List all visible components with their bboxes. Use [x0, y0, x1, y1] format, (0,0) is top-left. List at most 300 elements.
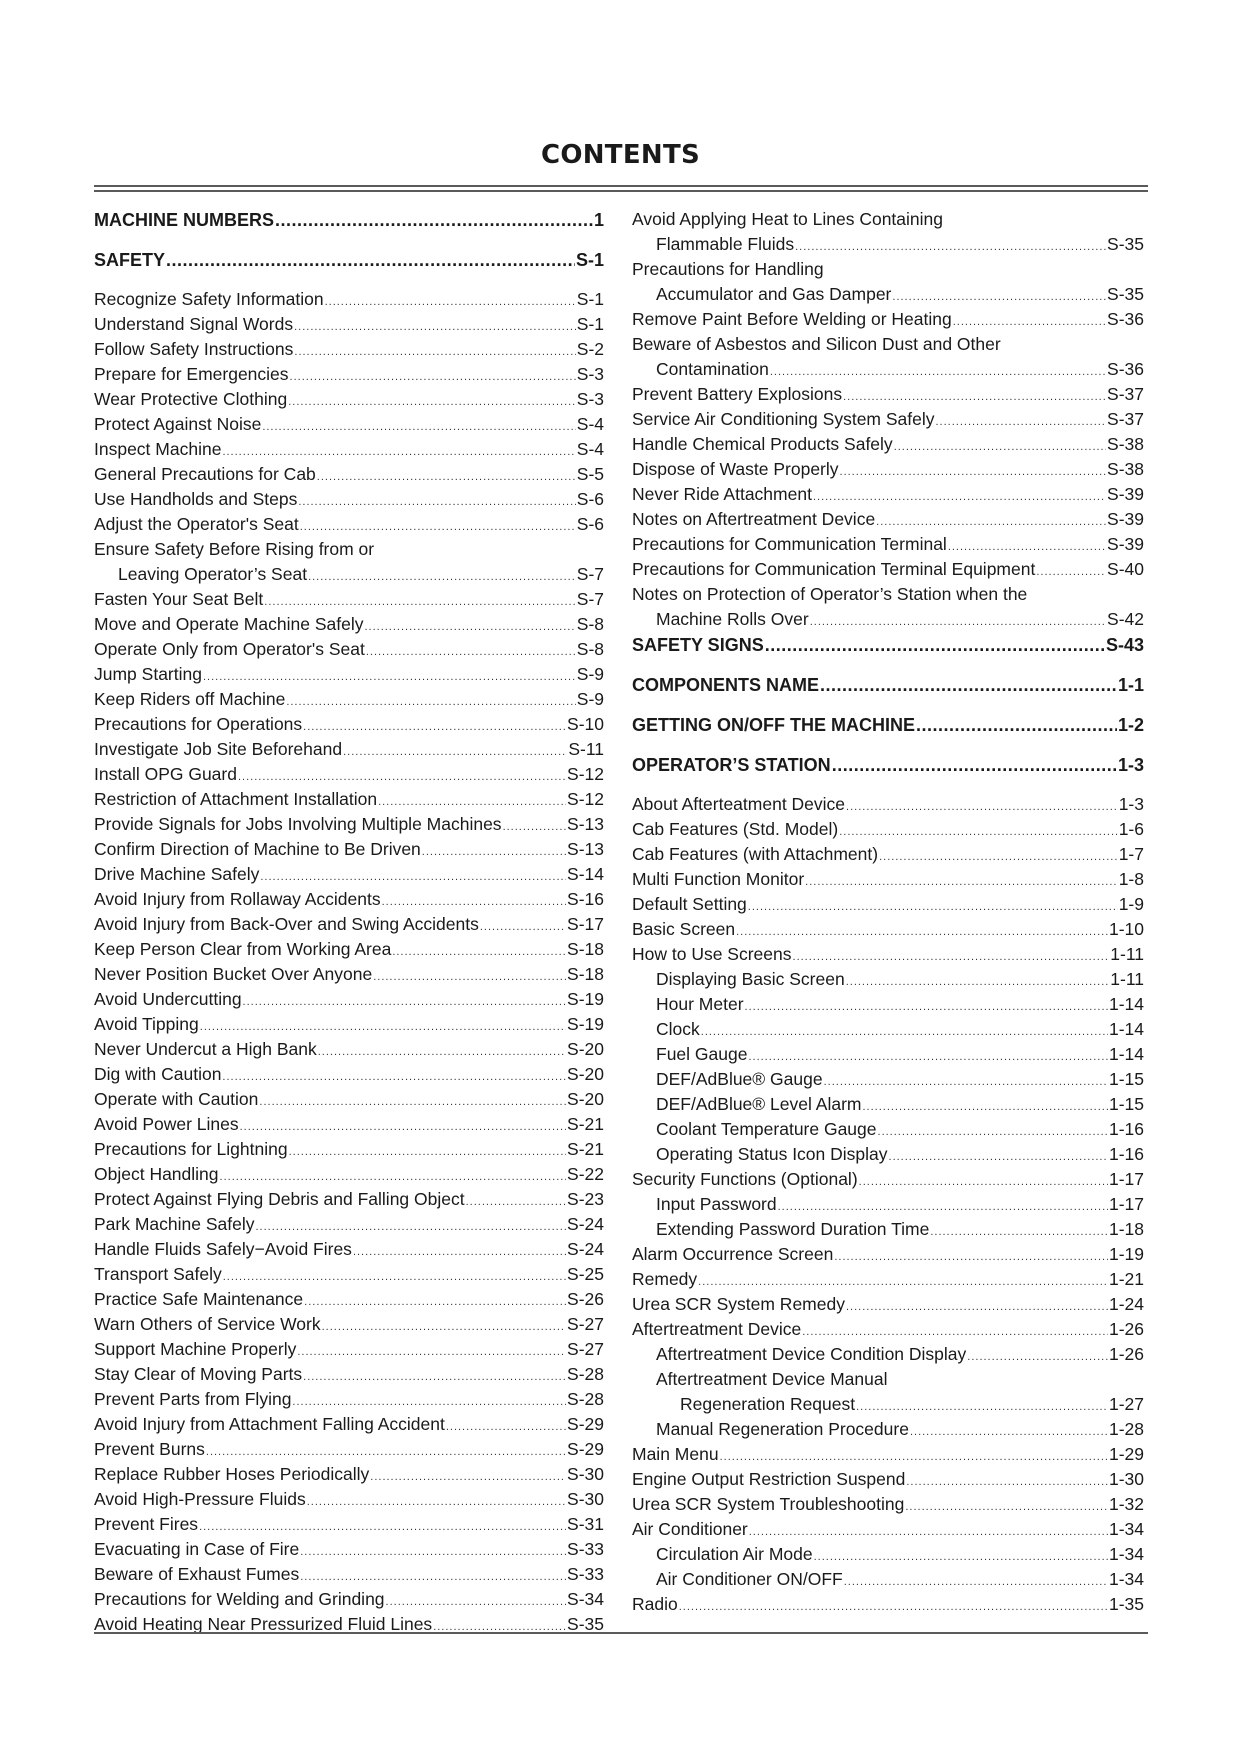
dot-leader: [879, 845, 1118, 867]
toc-entry-title: Notes on Aftertreatment Device: [632, 509, 876, 529]
toc-entry-title: Precautions for Lightning: [94, 1139, 288, 1159]
toc-entry[interactable]: [94, 1487, 604, 1512]
toc-page-number: S-23: [567, 1189, 604, 1209]
toc-page-number: 1-28: [1108, 1419, 1144, 1439]
toc-section-heading[interactable]: [632, 672, 1144, 712]
toc-page-number: S-16: [567, 889, 604, 909]
toc-entry[interactable]: [632, 967, 1144, 992]
toc-entry[interactable]: [94, 1512, 604, 1537]
dot-leader: [307, 1490, 566, 1512]
toc-entry[interactable]: [632, 917, 1144, 942]
toc-entry[interactable]: [632, 942, 1144, 967]
dot-leader: [466, 1190, 566, 1212]
toc-entry-title: Prevent Battery Explosions: [632, 384, 843, 404]
toc-entry-title: Hour Meter: [656, 994, 744, 1014]
toc-entry-title: Beware of Asbestos and Silicon Dust and Other: [632, 334, 1001, 354]
toc-entry[interactable]: [94, 1162, 604, 1187]
toc-page-number: 1-1: [1117, 675, 1144, 695]
toc-page-number: S-12: [567, 789, 604, 809]
toc-entry-title: Avoid Heating Near Pressurized Fluid Lines: [94, 1614, 433, 1634]
toc-entry[interactable]: [94, 1412, 604, 1437]
toc-page-number: 1-29: [1108, 1444, 1144, 1464]
toc-entry-title: Avoid Injury from Attachment Falling Accident: [94, 1414, 445, 1434]
toc-entry[interactable]: [632, 1192, 1144, 1217]
dot-leader: [805, 870, 1118, 892]
toc-page-number: S-39: [1107, 509, 1144, 529]
toc-page-number: S-4: [576, 439, 604, 459]
toc-entry-title: Handle Chemical Products Safely: [632, 434, 893, 454]
toc-page-number: S-35: [567, 1614, 604, 1634]
toc-page-number: S-9: [576, 664, 604, 684]
dot-leader: [834, 1245, 1108, 1267]
toc-entry[interactable]: [94, 1212, 604, 1237]
toc-entry[interactable]: [94, 912, 604, 937]
toc-entry-title: Regeneration Request: [680, 1394, 856, 1414]
toc-page-number: S-21: [567, 1114, 604, 1134]
toc-entry-title: Displaying Basic Screen: [656, 969, 845, 989]
toc-entry[interactable]: [632, 357, 1144, 382]
dot-leader: [256, 1215, 567, 1237]
dot-leader: [916, 713, 1117, 738]
dot-leader: [894, 435, 1106, 457]
dot-leader: [736, 920, 1108, 942]
toc-entry[interactable]: [632, 232, 1144, 257]
toc-entry-title: DEF/AdBlue® Gauge: [656, 1069, 823, 1089]
toc-page-number: 1-14: [1108, 1044, 1144, 1064]
toc-entry[interactable]: [632, 607, 1144, 632]
toc-entry[interactable]: [94, 887, 604, 912]
dot-leader: [294, 340, 575, 362]
toc-page-number: S-39: [1107, 534, 1144, 554]
toc-page-number: 1-30: [1108, 1469, 1144, 1489]
dot-leader: [366, 640, 576, 662]
toc-page-number: 1-34: [1108, 1544, 1144, 1564]
toc-entry-title: Fuel Gauge: [656, 1044, 748, 1064]
toc-entry-title: Flammable Fluids: [656, 234, 795, 254]
dot-leader: [844, 1570, 1108, 1592]
toc-entry-title: SAFETY: [94, 250, 166, 270]
toc-entry-title: Multi Function Monitor: [632, 869, 805, 889]
dot-leader: [820, 673, 1117, 698]
toc-entry-title: Transport Safely: [94, 1264, 222, 1284]
toc-entry[interactable]: [94, 412, 604, 437]
toc-entry[interactable]: [632, 817, 1144, 842]
toc-entry-title: Object Handling: [94, 1164, 219, 1184]
toc-page-number: S-6: [576, 489, 604, 509]
toc-entry[interactable]: [94, 1362, 604, 1387]
dot-leader: [967, 1345, 1108, 1367]
dot-leader: [948, 535, 1106, 557]
toc-page-number: S-28: [567, 1389, 604, 1409]
toc-entry-title: Radio: [632, 1594, 678, 1614]
toc-page-number: S-5: [576, 464, 604, 484]
dot-leader: [292, 1390, 566, 1412]
toc-entry[interactable]: [94, 687, 604, 712]
dot-leader: [446, 1415, 566, 1437]
dot-leader: [262, 415, 575, 437]
toc-entry[interactable]: [94, 612, 604, 637]
dot-leader: [793, 945, 1110, 967]
toc-page-number: 1-15: [1108, 1069, 1144, 1089]
dot-leader: [839, 820, 1118, 842]
dot-leader: [378, 790, 566, 812]
toc-entry-title: OPERATOR’S STATION: [632, 755, 831, 775]
toc-entry-title: Precautions for Communication Terminal: [632, 534, 947, 554]
dot-leader: [720, 1445, 1108, 1467]
dot-leader: [795, 235, 1106, 257]
toc-entry-title: How to Use Screens: [632, 944, 792, 964]
dot-leader: [259, 1090, 566, 1112]
toc-entry[interactable]: [94, 1462, 604, 1487]
toc-entry[interactable]: [94, 937, 604, 962]
toc-entry[interactable]: [94, 462, 604, 487]
toc-entry[interactable]: [632, 842, 1144, 867]
toc-page-number: S-35: [1107, 234, 1144, 254]
toc-entry-title: Wear Protective Clothing: [94, 389, 288, 409]
toc-entry[interactable]: [94, 362, 604, 387]
dot-leader: [343, 740, 567, 762]
dot-leader: [386, 1590, 566, 1612]
toc-entry-title: Aftertreatment Device Manual: [656, 1369, 888, 1389]
toc-entry[interactable]: [632, 1317, 1144, 1342]
toc-entry[interactable]: [632, 1492, 1144, 1517]
dot-leader: [382, 890, 566, 912]
toc-section-heading[interactable]: [94, 207, 604, 247]
toc-entry-title: Cab Features (with Attachment): [632, 844, 879, 864]
toc-entry[interactable]: [632, 1592, 1144, 1617]
toc-entry-title: Evacuating in Case of Fire: [94, 1539, 300, 1559]
dot-leader: [832, 753, 1117, 778]
toc-entry[interactable]: [632, 1342, 1144, 1367]
toc-entry-title: Beware of Exhaust Fumes: [94, 1564, 300, 1584]
toc-entry-title: Basic Screen: [632, 919, 736, 939]
toc-entry[interactable]: [632, 1542, 1144, 1567]
toc-page-number: 1-3: [1118, 794, 1144, 814]
toc-entry-title: Avoid Applying Heat to Lines Containing: [632, 209, 944, 229]
toc-entry-continued: [94, 537, 604, 562]
toc-page-number: 1-16: [1108, 1144, 1144, 1164]
toc-entry[interactable]: [94, 587, 604, 612]
toc-entry-title: Move and Operate Machine Safely: [94, 614, 364, 634]
toc-entry-title: Protect Against Flying Debris and Falling Object: [94, 1189, 465, 1209]
toc-entry[interactable]: [632, 1017, 1144, 1042]
dot-leader: [264, 590, 575, 612]
page-title: CONTENTS: [540, 140, 701, 170]
toc-entry-title: Leaving Operator’s Seat: [118, 564, 308, 584]
toc-entry[interactable]: [632, 432, 1144, 457]
toc-page-number: S-1: [575, 250, 604, 270]
toc-entry[interactable]: [632, 1217, 1144, 1242]
toc-entry-title: Prevent Parts from Flying: [94, 1389, 292, 1409]
toc-entry[interactable]: [632, 1417, 1144, 1442]
toc-entry-title: Install OPG Guard: [94, 764, 237, 784]
toc-entry-title: Remedy: [632, 1269, 698, 1289]
toc-entry-title: Keep Person Clear from Working Area: [94, 939, 392, 959]
dot-leader: [318, 1040, 566, 1062]
toc-page-number: 1-21: [1108, 1269, 1144, 1289]
dot-leader: [422, 840, 566, 862]
toc-page-number: S-33: [567, 1539, 604, 1559]
dot-leader: [910, 1420, 1108, 1442]
toc-entry[interactable]: [632, 507, 1144, 532]
toc-entry[interactable]: [94, 1237, 604, 1262]
dot-leader: [222, 1065, 566, 1087]
dot-leader: [810, 610, 1106, 632]
toc-entry[interactable]: [632, 1117, 1144, 1142]
toc-section-heading[interactable]: [632, 632, 1144, 672]
toc-entry[interactable]: [94, 812, 604, 837]
toc-entry[interactable]: [94, 287, 604, 312]
toc-entry-title: Protect Against Noise: [94, 414, 262, 434]
toc-entry-title: SAFETY SIGNS: [632, 635, 764, 655]
toc-entry[interactable]: [632, 1142, 1144, 1167]
toc-entry[interactable]: [94, 962, 604, 987]
toc-entry-title: Default Setting: [632, 894, 747, 914]
dot-leader: [824, 1070, 1108, 1092]
toc-entry-title: Warn Others of Service Work: [94, 1314, 321, 1334]
toc-page-number: 1-17: [1108, 1194, 1144, 1214]
dot-leader: [503, 815, 566, 837]
toc-entry[interactable]: [632, 867, 1144, 892]
toc-entry[interactable]: [632, 1442, 1144, 1467]
toc-entry[interactable]: [632, 1167, 1144, 1192]
toc-entry[interactable]: [632, 1242, 1144, 1267]
toc-page-number: S-33: [567, 1564, 604, 1584]
toc-entry-title: Aftertreatment Device: [632, 1319, 802, 1339]
toc-entry[interactable]: [94, 1012, 604, 1037]
toc-entry[interactable]: [94, 1087, 604, 1112]
dot-leader: [322, 1315, 566, 1337]
toc-page-number: S-4: [576, 414, 604, 434]
toc-entry[interactable]: [632, 532, 1144, 557]
toc-page-number: S-29: [567, 1439, 604, 1459]
toc-entry-continued: [632, 257, 1144, 282]
dot-leader: [303, 1365, 566, 1387]
toc-page-number: S-19: [567, 1014, 604, 1034]
toc-entry-title: Air Conditioner ON/OFF: [656, 1569, 843, 1589]
toc-entry-title: Remove Paint Before Welding or Heating: [632, 309, 952, 329]
toc-page-number: S-29: [567, 1414, 604, 1434]
toc-page-number: S-10: [567, 714, 604, 734]
toc-entry[interactable]: [632, 892, 1144, 917]
toc-page-number: S-24: [567, 1239, 604, 1259]
toc-page-number: 1-10: [1108, 919, 1144, 939]
toc-entry-title: Investigate Job Site Beforehand: [94, 739, 343, 759]
toc-entry-title: Support Machine Properly: [94, 1339, 297, 1359]
toc-entry[interactable]: [94, 512, 604, 537]
toc-entry[interactable]: [94, 437, 604, 462]
toc-entry[interactable]: [94, 637, 604, 662]
dot-leader: [206, 1440, 566, 1462]
toc-page-number: 1-35: [1108, 1594, 1144, 1614]
toc-entry-continued: [632, 207, 1144, 232]
toc-entry[interactable]: [94, 737, 604, 762]
toc-entry[interactable]: [94, 1537, 604, 1562]
toc-page-number: 1-3: [1117, 755, 1144, 775]
toc-page-number: S-3: [576, 389, 604, 409]
toc-entry-title: Prevent Fires: [94, 1514, 199, 1534]
dot-leader: [770, 360, 1106, 382]
toc-entry[interactable]: [94, 1387, 604, 1412]
toc-page-number: 1-27: [1108, 1394, 1144, 1414]
toc-entry-continued: [632, 332, 1144, 357]
toc-page-number: S-21: [567, 1139, 604, 1159]
toc-entry[interactable]: [94, 837, 604, 862]
dot-leader: [290, 365, 576, 387]
dot-leader: [765, 633, 1105, 658]
dot-leader: [166, 248, 575, 273]
toc-page-number: S-1: [576, 314, 604, 334]
toc-entry[interactable]: [94, 487, 604, 512]
dot-leader: [364, 615, 575, 637]
toc-entry[interactable]: [94, 1037, 604, 1062]
toc-entry[interactable]: [632, 1042, 1144, 1067]
toc-entry[interactable]: [632, 1092, 1144, 1117]
toc-section-heading[interactable]: [632, 712, 1144, 752]
dot-leader: [814, 1545, 1108, 1567]
toc-entry[interactable]: [632, 382, 1144, 407]
toc-entry-title: About Afterteatment Device: [632, 794, 846, 814]
toc-entry-continued: [632, 1367, 1144, 1392]
toc-entry[interactable]: [632, 792, 1144, 817]
toc-entry[interactable]: [94, 387, 604, 412]
dot-leader: [936, 410, 1107, 432]
toc-page-number: 1-26: [1108, 1344, 1144, 1364]
toc-entry[interactable]: [632, 407, 1144, 432]
toc-entry[interactable]: [632, 992, 1144, 1017]
toc-page-number: 1-34: [1108, 1519, 1144, 1539]
toc-entry-title: Use Handholds and Steps: [94, 489, 298, 509]
toc-entry[interactable]: [632, 1517, 1144, 1542]
toc-entry-title: COMPONENTS NAME: [632, 675, 820, 695]
toc-entry-title: Jump Starting: [94, 664, 202, 684]
toc-page-number: 1-19: [1108, 1244, 1144, 1264]
toc-page-number: 1-8: [1118, 869, 1144, 889]
toc-entry-title: Operate Only from Operator's Seat: [94, 639, 365, 659]
toc-entry[interactable]: [632, 482, 1144, 507]
toc-entry-title: Urea SCR System Remedy: [632, 1294, 845, 1314]
toc-entry[interactable]: [94, 312, 604, 337]
toc-page-number: S-25: [567, 1264, 604, 1284]
toc-entry[interactable]: [94, 862, 604, 887]
toc-entry-title: Avoid Power Lines: [94, 1114, 239, 1134]
toc-page-number: S-27: [567, 1314, 604, 1334]
dot-leader: [745, 995, 1108, 1017]
toc-entry[interactable]: [94, 1437, 604, 1462]
toc-page-number: 1-17: [1108, 1169, 1144, 1189]
toc-entry[interactable]: [94, 1587, 604, 1612]
bottom-rule: [94, 1632, 1148, 1634]
toc-page-number: S-26: [567, 1289, 604, 1309]
toc-entry[interactable]: [632, 1267, 1144, 1292]
toc-entry[interactable]: [632, 1292, 1144, 1317]
dot-leader: [370, 1465, 566, 1487]
toc-page-number: S-31: [567, 1514, 604, 1534]
toc-page-number: 1-26: [1108, 1319, 1144, 1339]
toc-entry-title: Operating Status Icon Display: [656, 1144, 888, 1164]
toc-entry-title: Never Undercut a High Bank: [94, 1039, 317, 1059]
toc-entry-title: Cab Features (Std. Model): [632, 819, 839, 839]
toc-page-number: 1-24: [1108, 1294, 1144, 1314]
toc-section-heading[interactable]: [632, 752, 1144, 792]
toc-entry-title: Aftertreatment Device Condition Display: [656, 1344, 967, 1364]
dot-leader: [953, 310, 1106, 332]
toc-entry[interactable]: [94, 1312, 604, 1337]
toc-entry-title: Practice Safe Maintenance: [94, 1289, 304, 1309]
dot-leader: [856, 1395, 1108, 1417]
toc-entry-title: DEF/AdBlue® Level Alarm: [656, 1094, 862, 1114]
toc-entry[interactable]: [632, 1067, 1144, 1092]
toc-entry-title: Main Menu: [632, 1444, 719, 1464]
toc-entry[interactable]: [94, 987, 604, 1012]
toc-entry[interactable]: [94, 1062, 604, 1087]
dot-leader: [297, 1340, 566, 1362]
toc-entry[interactable]: [94, 1337, 604, 1362]
toc-entry[interactable]: [94, 787, 604, 812]
toc-page-number: S-17: [567, 914, 604, 934]
dot-leader: [325, 290, 576, 312]
toc-entry[interactable]: [94, 1112, 604, 1137]
toc-entry[interactable]: [94, 762, 604, 787]
toc-entry[interactable]: [632, 457, 1144, 482]
toc-entry[interactable]: [632, 1567, 1144, 1592]
toc-entry[interactable]: [94, 662, 604, 687]
toc-entry[interactable]: [94, 1287, 604, 1312]
dot-leader: [859, 1170, 1108, 1192]
dot-leader: [294, 315, 576, 337]
toc-page-number: S-28: [567, 1364, 604, 1384]
dot-leader: [892, 285, 1106, 307]
dot-leader: [876, 510, 1106, 532]
toc-entry[interactable]: [94, 1562, 604, 1587]
toc-entry[interactable]: [94, 1262, 604, 1287]
toc-entry[interactable]: [94, 1137, 604, 1162]
dot-leader: [698, 1270, 1108, 1292]
toc-entry-title: Stay Clear of Moving Parts: [94, 1364, 303, 1384]
toc-entry-title: GETTING ON/OFF THE MACHINE: [632, 715, 915, 735]
toc-entry[interactable]: [632, 1392, 1144, 1417]
toc-entry-title: Adjust the Operator's Seat: [94, 514, 299, 534]
toc-entry[interactable]: [94, 1187, 604, 1212]
toc-entry[interactable]: [632, 1467, 1144, 1492]
toc-page-number: 1-2: [1117, 715, 1144, 735]
toc-entry-title: Fasten Your Seat Belt: [94, 589, 264, 609]
dot-leader: [843, 385, 1106, 407]
toc-page-number: 1-15: [1108, 1094, 1144, 1114]
toc-entry-title: Notes on Protection of Operator’s Station when the: [632, 584, 1028, 604]
toc-entry[interactable]: [94, 337, 604, 362]
toc-entry[interactable]: [632, 307, 1144, 332]
toc-page-number: S-37: [1107, 384, 1144, 404]
toc-entry[interactable]: [94, 712, 604, 737]
dot-leader: [905, 1495, 1108, 1517]
toc-entry[interactable]: [632, 557, 1144, 582]
toc-entry-title: Precautions for Communication Terminal Equipment: [632, 559, 1036, 579]
toc-entry-title: Input Password: [656, 1194, 777, 1214]
toc-page-number: 1-32: [1108, 1494, 1144, 1514]
dot-leader: [308, 565, 576, 587]
toc-page-number: S-1: [576, 289, 604, 309]
toc-page-number: S-24: [567, 1214, 604, 1234]
toc-section-heading[interactable]: [94, 247, 604, 287]
toc-entry-title: Prepare for Emergencies: [94, 364, 289, 384]
dot-leader: [930, 1220, 1108, 1242]
toc-entry[interactable]: [94, 562, 604, 587]
toc-entry[interactable]: [632, 282, 1144, 307]
dot-leader: [298, 490, 575, 512]
dot-leader: [878, 1120, 1108, 1142]
toc-entry-title: Replace Rubber Hoses Periodically: [94, 1464, 370, 1484]
